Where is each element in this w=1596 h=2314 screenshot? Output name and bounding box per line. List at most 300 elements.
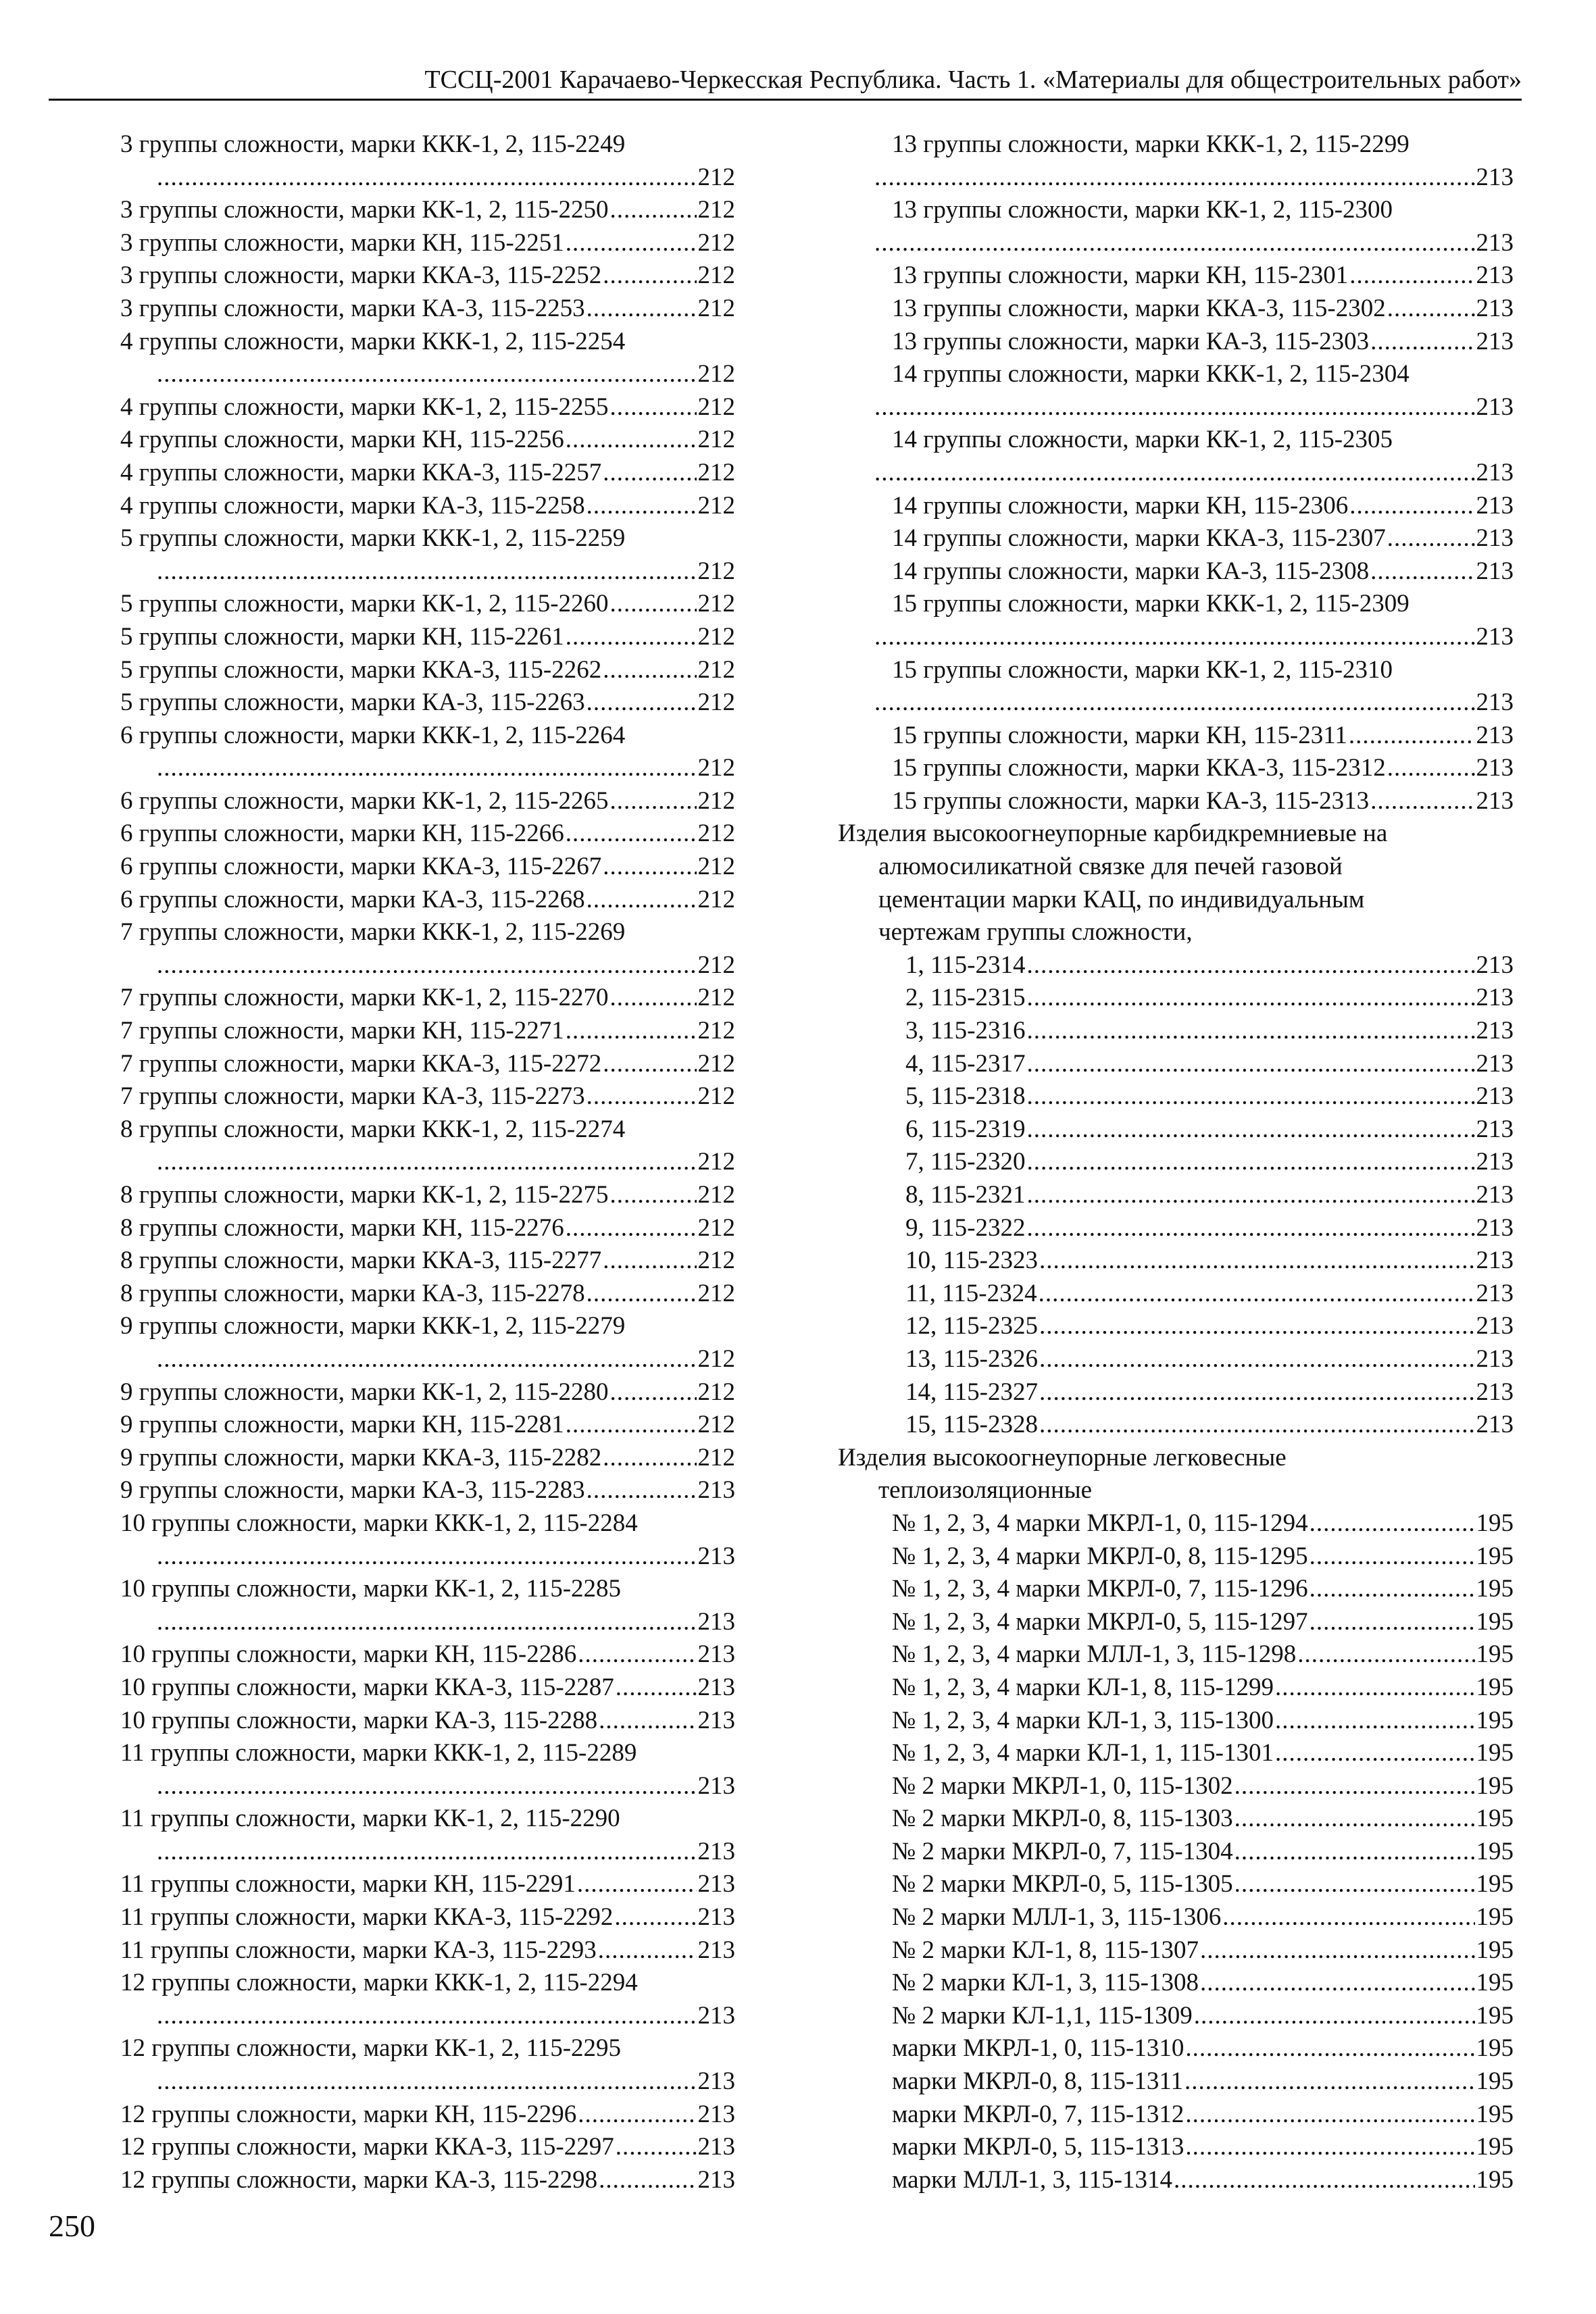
entry-text: 11 группы сложности, марки ККК-1, 2, 115-2289 <box>120 1739 637 1767</box>
entry-page: 212 <box>697 1213 735 1242</box>
dot-leader <box>587 490 697 523</box>
entry-text: марки МКРЛ-0, 5, 115-1313 <box>892 2133 1184 2161</box>
index-entry <box>838 1507 1514 1540</box>
entry-page: 195 <box>1476 1640 1514 1669</box>
entry-text: 3 группы сложности, марки КК-1, 2, 115-2250 <box>120 196 609 224</box>
dot-leader <box>566 227 697 260</box>
entry-text: 14, 115-2327 <box>905 1378 1038 1406</box>
dot-leader <box>610 588 697 621</box>
entry-text: 11 группы сложности, марки КН, 115-2291 <box>120 1870 576 1898</box>
section-heading: цементации марки КАЦ, по индивидуальным <box>878 885 1365 913</box>
entry-page: 212 <box>697 885 735 913</box>
entry-text: 10 группы сложности, марки КН, 115-2286 <box>120 1640 577 1669</box>
index-entry <box>120 161 735 195</box>
entry-page: 212 <box>697 163 735 191</box>
entry-text: 3, 115-2316 <box>905 1017 1026 1045</box>
dot-leader <box>587 1278 697 1311</box>
dot-leader <box>587 1474 697 1507</box>
entry-page: 213 <box>697 1936 735 1964</box>
dot-leader <box>1194 2000 1475 2033</box>
entry-text: 8 группы сложности, марки КН, 115-2276 <box>120 1213 564 1242</box>
entry-text: 13 группы сложности, марки КН, 115-2301 <box>892 261 1349 290</box>
dot-leader <box>1310 1507 1475 1540</box>
entry-page: 212 <box>697 820 735 848</box>
index-entry <box>120 1146 735 1179</box>
entry-text: 8 группы сложности, марки ККА-3, 115-2277 <box>120 1247 602 1275</box>
entry-page: 212 <box>697 1443 735 1472</box>
index-entry <box>838 2164 1514 2197</box>
entry-page: 213 <box>697 1771 735 1800</box>
page-number: 250 <box>49 2209 95 2243</box>
entry-page: 212 <box>697 1017 735 1045</box>
dot-leader <box>1235 1836 1475 1869</box>
entry-page: 195 <box>1476 1936 1514 1964</box>
entry-page: 212 <box>697 1049 735 1078</box>
dot-leader <box>1026 1015 1474 1048</box>
entry-text: 13 группы сложности, марки ККА-3, 115-2302 <box>892 294 1386 322</box>
entry-page: 212 <box>697 557 735 585</box>
dot-leader <box>157 1540 697 1574</box>
entry-page: 213 <box>1476 1344 1514 1373</box>
entry-text: 5 группы сложности, марки КА-3, 115-2263 <box>120 688 585 717</box>
index-entry <box>838 522 1514 555</box>
entry-page: 195 <box>1476 1509 1514 1537</box>
dot-leader <box>616 2131 697 2164</box>
dot-leader <box>874 391 1475 424</box>
dot-leader <box>566 1212 697 1245</box>
index-entry <box>120 1442 735 1475</box>
entry-page: 213 <box>1476 294 1514 322</box>
dot-leader <box>610 982 697 1015</box>
dot-leader <box>614 1901 696 1934</box>
entry-page: 213 <box>1476 163 1514 191</box>
index-entry <box>120 259 735 293</box>
entry-page: 212 <box>697 228 735 257</box>
entry-page: 213 <box>697 2165 735 2194</box>
index-entry <box>120 851 735 884</box>
index-entry <box>838 1671 1514 1705</box>
entry-text: 7 группы сложности, марки КК-1, 2, 115-2270 <box>120 984 609 1012</box>
entry-text: № 1, 2, 3, 4 марки МКРЛ-0, 7, 115-1296 <box>892 1575 1308 1603</box>
entry-text: 4 группы сложности, марки КН, 115-2256 <box>120 426 564 454</box>
entry-page: 212 <box>697 1247 735 1275</box>
index-entry <box>120 2164 735 2197</box>
index-entry <box>120 391 735 424</box>
index-entry <box>120 1836 735 1869</box>
entry-text: марки МЛЛ-1, 3, 115-1314 <box>892 2165 1172 2194</box>
entry-text: 10 группы сложности, марки КК-1, 2, 115-2285 <box>120 1575 622 1603</box>
dot-leader <box>577 1868 697 1901</box>
entry-page: 213 <box>1476 754 1514 782</box>
dot-leader <box>610 194 697 227</box>
dot-leader <box>1275 1705 1475 1738</box>
entry-text: 6 группы сложности, марки КА-3, 115-2268 <box>120 885 585 913</box>
index-entry <box>838 457 1514 490</box>
page-header: ТССЦ-2001 Карачаево-Черкесская Республика. Часть 1. «Материалы для общестроительных работ» <box>49 65 1522 101</box>
entry-text: 4 группы сложности, марки КА-3, 115-2258 <box>120 491 585 520</box>
index-entry <box>838 2065 1514 2098</box>
entry-page: 213 <box>697 1837 735 1865</box>
index-entry <box>120 1474 735 1507</box>
entry-text: 12 группы сложности, марки КА-3, 115-2298 <box>120 2165 598 2194</box>
index-entry <box>838 1310 1514 1343</box>
index-entry <box>120 227 735 260</box>
index-entry <box>120 1705 735 1738</box>
index-entry <box>838 2000 1514 2033</box>
dot-leader <box>1039 1376 1475 1409</box>
index-entry <box>838 1737 1514 1770</box>
index-entry <box>120 1080 735 1113</box>
index-entry <box>838 1573 1514 1606</box>
entry-page: 195 <box>1476 1903 1514 1932</box>
index-entry <box>838 490 1514 523</box>
index-entry <box>838 2098 1514 2132</box>
entry-page: 212 <box>697 786 735 815</box>
dot-leader <box>1310 1540 1475 1574</box>
index-entry <box>120 982 735 1015</box>
entry-text: 12 группы сложности, марки КК-1, 2, 115-2295 <box>120 2034 622 2063</box>
index-entry <box>838 1770 1514 1803</box>
entry-text: 7 группы сложности, марки КН, 115-2271 <box>120 1017 564 1045</box>
dot-leader <box>1349 259 1474 293</box>
entry-page: 213 <box>697 2067 735 2096</box>
entry-text: 4, 115-2317 <box>905 1049 1026 1078</box>
entry-page: 213 <box>697 1870 735 1898</box>
entry-page: 213 <box>1476 1411 1514 1439</box>
index-entry <box>838 1212 1514 1245</box>
index-entry <box>838 1343 1514 1376</box>
entry-page: 195 <box>1476 2165 1514 2194</box>
entry-text: № 2 марки КЛ-1,1, 115-1309 <box>892 2001 1193 2030</box>
entry-text: 3 группы сложности, марки КН, 115-2251 <box>120 228 564 257</box>
entry-text: 7 группы сложности, марки ККК-1, 2, 115-2269 <box>120 918 626 947</box>
dot-leader <box>1026 949 1474 982</box>
entry-text: 6 группы сложности, марки ККК-1, 2, 115-2264 <box>120 721 626 749</box>
entry-text: 8, 115-2321 <box>905 1181 1026 1209</box>
index-entry <box>120 1015 735 1048</box>
entry-text: № 1, 2, 3, 4 марки МЛЛ-1, 3, 115-1298 <box>892 1640 1297 1669</box>
dot-leader <box>1370 785 1474 818</box>
entry-text: 14 группы сложности, марки ККК-1, 2, 115-2304 <box>892 360 1410 388</box>
dot-leader <box>1185 2131 1474 2164</box>
dot-leader <box>603 654 696 687</box>
entry-page: 213 <box>1476 458 1514 486</box>
entry-text: № 1, 2, 3, 4 марки КЛ-1, 1, 115-1301 <box>892 1739 1274 1767</box>
index-entry <box>120 555 735 588</box>
entry-page: 195 <box>1476 1969 1514 1997</box>
entry-page: 212 <box>697 491 735 520</box>
dot-leader <box>616 1671 697 1705</box>
entry-text: 11 группы сложности, марки КА-3, 115-2293 <box>120 1936 597 1964</box>
entry-page: 213 <box>1476 1148 1514 1176</box>
dot-leader <box>578 1638 696 1671</box>
entry-text: 9, 115-2322 <box>905 1213 1026 1242</box>
index-entry <box>120 358 735 391</box>
entry-text: 6 группы сложности, марки КК-1, 2, 115-2265 <box>120 786 609 815</box>
entry-page: 212 <box>697 590 735 618</box>
entry-page: 212 <box>697 951 735 979</box>
entry-page: 213 <box>1476 622 1514 651</box>
index-entry <box>838 1606 1514 1639</box>
entry-page: 213 <box>1476 1115 1514 1143</box>
dot-leader <box>1039 1310 1475 1343</box>
entry-text: 9 группы сложности, марки КА-3, 115-2283 <box>120 1476 585 1505</box>
index-entry <box>838 1244 1514 1278</box>
entry-page: 213 <box>697 1607 735 1636</box>
index-entry <box>838 326 1514 359</box>
entry-text: № 2 марки МКРЛ-0, 8, 115-1303 <box>892 1805 1233 1833</box>
entry-page: 212 <box>697 360 735 388</box>
index-entry <box>838 1376 1514 1409</box>
entry-text: 7 группы сложности, марки КА-3, 115-2273 <box>120 1082 585 1111</box>
entry-text: 13 группы сложности, марки КК-1, 2, 115-2300 <box>892 196 1393 224</box>
entry-page: 213 <box>697 1903 735 1932</box>
index-entry <box>120 1343 735 1376</box>
index-entry <box>120 424 735 457</box>
index-column-right <box>838 128 1514 2196</box>
entry-page: 213 <box>1476 393 1514 421</box>
entry-page: 212 <box>697 1411 735 1439</box>
index-entry <box>120 1376 735 1409</box>
entry-text: 12 группы сложности, марки КН, 115-2296 <box>120 2100 577 2128</box>
index-entry <box>120 2065 735 2098</box>
entry-page: 213 <box>697 1476 735 1505</box>
entry-text: 8 группы сложности, марки КА-3, 115-2278 <box>120 1279 585 1307</box>
entry-page: 212 <box>697 426 735 454</box>
dot-leader <box>874 686 1475 720</box>
index-entry <box>120 818 735 851</box>
entry-text: 4 группы сложности, марки ККА-3, 115-2257 <box>120 458 602 486</box>
index-entry <box>838 1113 1514 1147</box>
entry-text: 3 группы сложности, марки ККК-1, 2, 115-2249 <box>120 130 626 158</box>
index-entry <box>838 1638 1514 1671</box>
entry-page: 212 <box>697 1344 735 1373</box>
entry-text: 5 группы сложности, марки ККК-1, 2, 115-2259 <box>120 524 626 553</box>
dot-leader <box>1275 1737 1475 1770</box>
entry-text: 13, 115-2326 <box>905 1344 1038 1373</box>
entry-page: 213 <box>697 1542 735 1570</box>
entry-text: 6, 115-2319 <box>905 1115 1026 1143</box>
dot-leader <box>157 2065 697 2098</box>
entry-page: 213 <box>1476 1049 1514 1078</box>
dot-leader <box>1039 1409 1475 1442</box>
dot-leader <box>566 1409 697 1442</box>
entry-page: 212 <box>697 196 735 224</box>
dot-leader <box>566 621 697 654</box>
index-entry <box>120 949 735 982</box>
entry-text: 8 группы сложности, марки ККК-1, 2, 115-2274 <box>120 1115 626 1143</box>
dot-leader <box>874 457 1475 490</box>
entry-text: 10, 115-2323 <box>905 1247 1038 1275</box>
entry-page: 212 <box>697 393 735 421</box>
dot-leader <box>566 424 697 457</box>
index-entry <box>838 720 1514 753</box>
entry-text: № 1, 2, 3, 4 марки МКРЛ-0, 5, 115-1297 <box>892 1607 1308 1636</box>
entry-text: 10 группы сложности, марки ККА-3, 115-2287 <box>120 1673 614 1701</box>
dot-leader <box>1026 1048 1474 1081</box>
entry-page: 213 <box>1476 1279 1514 1307</box>
entry-text: 12 группы сложности, марки ККА-3, 115-2297 <box>120 2133 614 2161</box>
index-entry <box>120 490 735 523</box>
entry-page: 212 <box>697 853 735 881</box>
entry-text: 9 группы сложности, марки ККК-1, 2, 115-2279 <box>120 1312 626 1340</box>
entry-page: 213 <box>1476 557 1514 585</box>
index-entry <box>838 259 1514 293</box>
entry-page: 213 <box>1476 524 1514 553</box>
dot-leader <box>1039 1244 1475 1278</box>
entry-page: 213 <box>697 1640 735 1669</box>
index-entry <box>120 1179 735 1212</box>
entry-text: 14 группы сложности, марки КА-3, 115-2308 <box>892 557 1370 585</box>
entry-text: 4 группы сложности, марки КК-1, 2, 115-2255 <box>120 393 609 421</box>
dot-leader <box>157 1836 697 1869</box>
index-entry <box>838 391 1514 424</box>
dot-leader <box>566 818 697 851</box>
entry-text: 15 группы сложности, марки КК-1, 2, 115-2310 <box>892 655 1393 684</box>
entry-text: 11 группы сложности, марки ККА-3, 115-2292 <box>120 1903 614 1932</box>
entry-page: 213 <box>697 1706 735 1734</box>
dot-leader <box>610 391 697 424</box>
entry-text: 15, 115-2328 <box>905 1411 1038 1439</box>
entry-text: 15 группы сложности, марки КА-3, 115-2313 <box>892 786 1370 815</box>
dot-leader <box>1026 1212 1474 1245</box>
index-entry <box>120 2000 735 2033</box>
entry-page: 212 <box>697 984 735 1012</box>
index-entry <box>838 1803 1514 1836</box>
dot-leader <box>157 2000 697 2033</box>
entry-text: 6 группы сложности, марки КН, 115-2266 <box>120 820 564 848</box>
dot-leader <box>1387 752 1475 785</box>
entry-page: 212 <box>697 1279 735 1307</box>
dot-leader <box>1026 1146 1474 1179</box>
section-heading: чертежам группы сложности, <box>878 918 1193 947</box>
index-entry <box>838 1409 1514 1442</box>
dot-leader <box>1349 490 1474 523</box>
index-entry <box>838 1967 1514 2000</box>
dot-leader <box>610 785 697 818</box>
index-entry <box>838 293 1514 326</box>
index-entry <box>120 752 735 785</box>
entry-text: 11, 115-2324 <box>905 1279 1037 1307</box>
index-entry <box>120 1901 735 1934</box>
index-entry <box>838 2032 1514 2065</box>
index-entry <box>120 1671 735 1705</box>
dot-leader <box>598 1934 697 1967</box>
entry-page: 212 <box>697 688 735 717</box>
dot-leader <box>1297 1638 1474 1671</box>
index-entry <box>838 1868 1514 1901</box>
dot-leader <box>603 259 696 293</box>
dot-leader <box>599 2164 696 2197</box>
index-entry <box>120 293 735 326</box>
entry-text: марки МКРЛ-0, 8, 115-1311 <box>892 2067 1183 2096</box>
dot-leader <box>157 949 697 982</box>
entry-page: 212 <box>697 754 735 782</box>
entry-page: 213 <box>697 2133 735 2161</box>
entry-page: 195 <box>1476 1870 1514 1898</box>
entry-page: 195 <box>1476 1771 1514 1800</box>
section-heading: Изделия высокоогнеупорные легковесные <box>838 1443 1287 1472</box>
entry-page: 213 <box>1476 951 1514 979</box>
entry-page: 213 <box>697 2001 735 2030</box>
entry-page: 213 <box>697 2100 735 2128</box>
entry-page: 195 <box>1476 1805 1514 1833</box>
index-entry <box>838 785 1514 818</box>
index-entry <box>838 1146 1514 1179</box>
index-entry <box>120 2131 735 2164</box>
dot-leader <box>1026 1113 1474 1147</box>
index-entry <box>838 1540 1514 1574</box>
entry-page: 213 <box>1476 1213 1514 1242</box>
dot-leader <box>1235 1803 1475 1836</box>
dot-leader <box>1387 522 1475 555</box>
entry-page: 212 <box>697 458 735 486</box>
entry-text: 1, 115-2314 <box>905 951 1026 979</box>
entry-text: 11 группы сложности, марки КК-1, 2, 115-2290 <box>120 1805 620 1833</box>
entry-text: 13 группы сложности, марки ККК-1, 2, 115-2299 <box>892 130 1410 158</box>
entry-text: 2, 115-2315 <box>905 984 1026 1012</box>
entry-text: марки МКРЛ-0, 7, 115-1312 <box>892 2100 1184 2128</box>
dot-leader <box>1026 1179 1474 1212</box>
entry-page: 213 <box>1476 327 1514 355</box>
index-entry <box>838 752 1514 785</box>
dot-leader <box>1200 1967 1475 2000</box>
dot-leader <box>157 1770 697 1803</box>
entry-page: 213 <box>1476 1378 1514 1406</box>
entry-text: 9 группы сложности, марки КН, 115-2281 <box>120 1411 564 1439</box>
dot-leader <box>1370 555 1474 588</box>
entry-page: 213 <box>1476 1247 1514 1275</box>
dot-leader <box>1222 1901 1474 1934</box>
dot-leader <box>603 1442 696 1475</box>
index-entry <box>120 785 735 818</box>
entry-page: 213 <box>1476 984 1514 1012</box>
entry-page: 213 <box>1476 786 1514 815</box>
index-entry <box>120 621 735 654</box>
entry-text: № 2 марки МКРЛ-0, 5, 115-1305 <box>892 1870 1233 1898</box>
entry-page: 195 <box>1476 1837 1514 1865</box>
entry-text: № 2 марки МКРЛ-1, 0, 115-1302 <box>892 1771 1233 1800</box>
dot-leader <box>1235 1868 1475 1901</box>
entry-page: 212 <box>697 261 735 290</box>
dot-leader <box>874 161 1475 195</box>
entry-page: 195 <box>1476 2001 1514 2030</box>
index-entry <box>838 1278 1514 1311</box>
entry-page: 195 <box>1476 1706 1514 1734</box>
dot-leader <box>566 1015 697 1048</box>
entry-page: 213 <box>1476 1082 1514 1111</box>
dot-leader <box>587 293 697 326</box>
index-entry <box>120 1540 735 1574</box>
entry-text: 7, 115-2320 <box>905 1148 1026 1176</box>
entry-text: 7 группы сложности, марки ККА-3, 115-2272 <box>120 1049 602 1078</box>
entry-text: 15 группы сложности, марки ККК-1, 2, 115-2309 <box>892 590 1410 618</box>
entry-text: 5 группы сложности, марки КК-1, 2, 115-2260 <box>120 590 609 618</box>
entry-text: № 2 марки МЛЛ-1, 3, 115-1306 <box>892 1903 1222 1932</box>
entry-text: марки МКРЛ-1, 0, 115-1310 <box>892 2034 1184 2063</box>
entry-text: 12, 115-2325 <box>905 1312 1038 1340</box>
index-entry <box>120 686 735 720</box>
dot-leader <box>1200 1934 1475 1967</box>
index-entry <box>120 1770 735 1803</box>
index-entry <box>838 1934 1514 1967</box>
dot-leader <box>1026 1080 1474 1113</box>
entry-page: 212 <box>697 1148 735 1176</box>
entry-text: 5 группы сложности, марки КН, 115-2261 <box>120 622 564 651</box>
index-column-left <box>120 128 735 2196</box>
entry-text: 3 группы сложности, марки КА-3, 115-2253 <box>120 294 585 322</box>
entry-text: 14 группы сложности, марки КН, 115-2306 <box>892 491 1349 520</box>
